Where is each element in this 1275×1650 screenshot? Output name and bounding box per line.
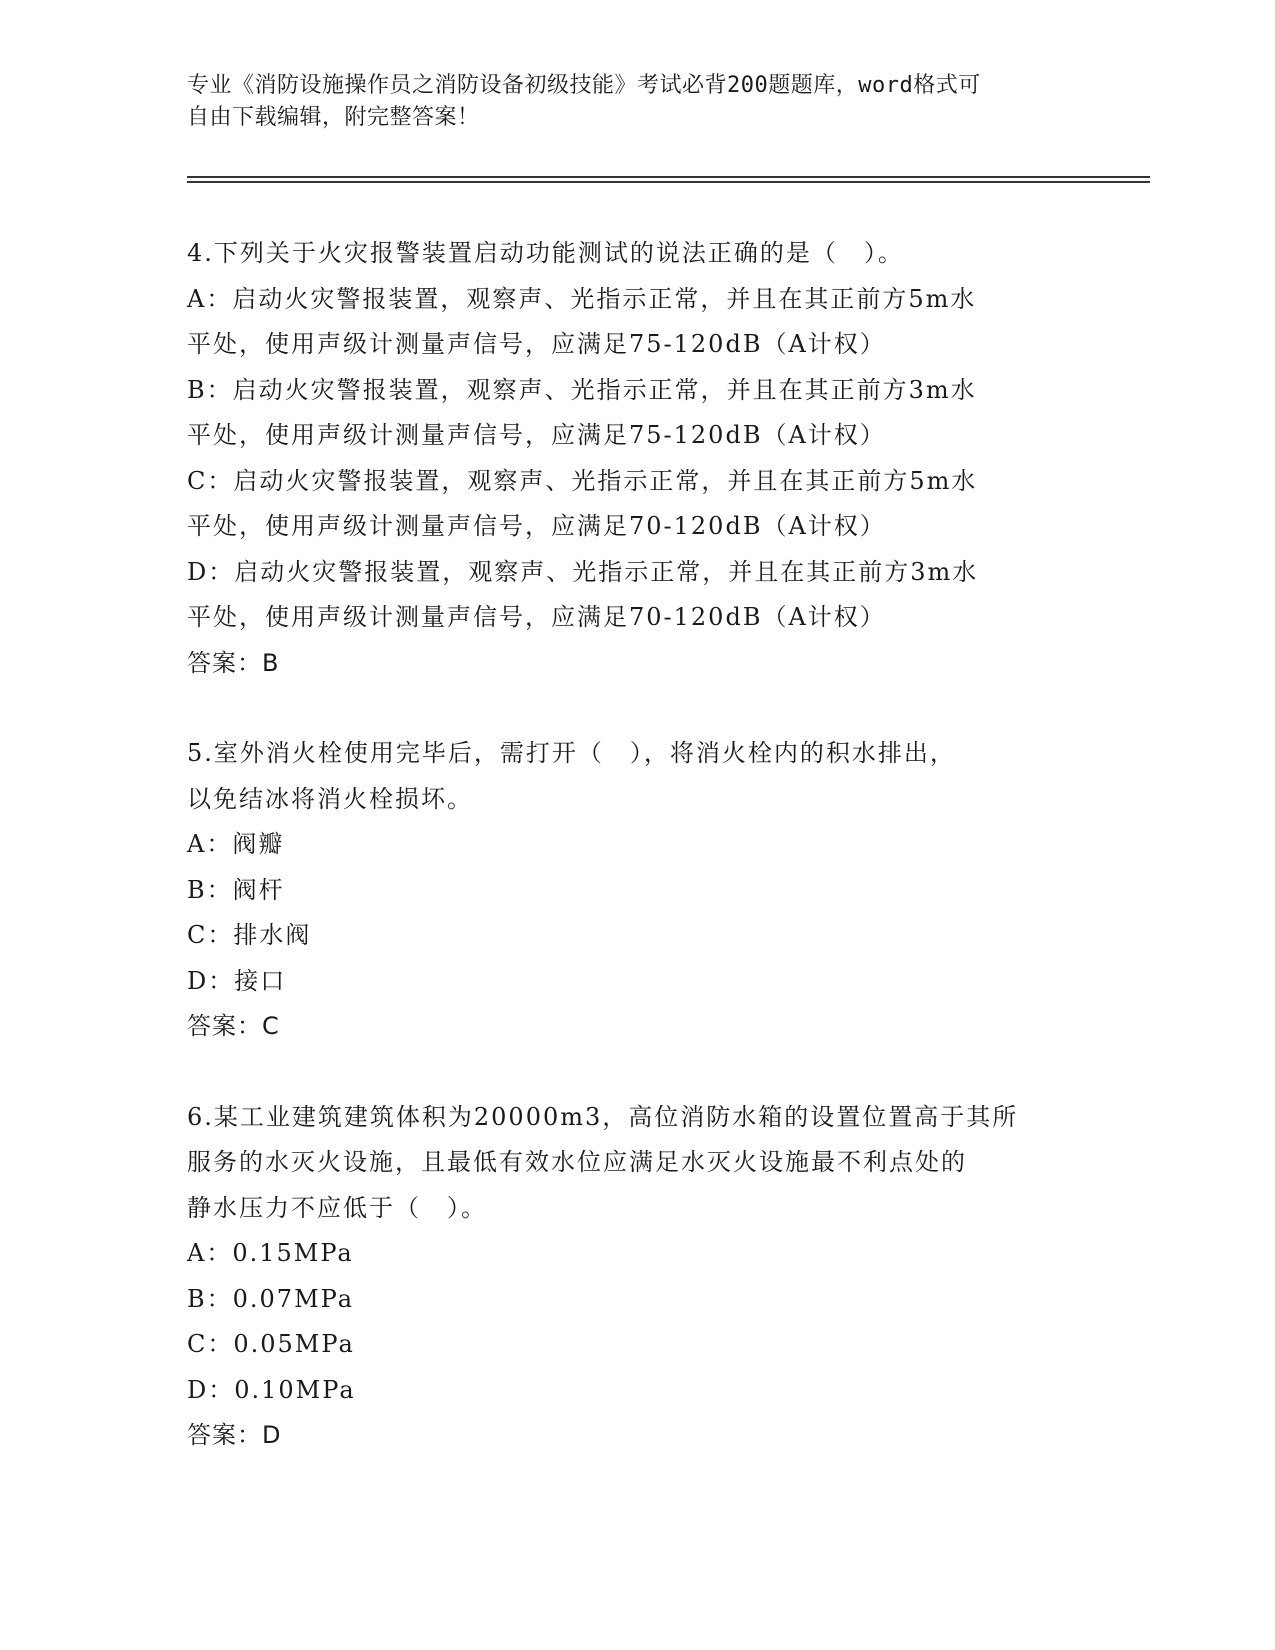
header-rule-top <box>187 176 1150 178</box>
option-c: C：0.05MPa <box>187 1330 355 1358</box>
question-stem-line-2: 服务的水灭火设施，且最低有效水位应满足水灭火设施最不利点处的 <box>187 1148 967 1176</box>
option-a-line-1: A：启动火灾警报装置，观察声、光指示正常，并且在其正前方5m水 <box>187 284 977 313</box>
option-d-line-2: 平处，使用声级计测量声信号，应满足70-120dB（A计权） <box>187 603 886 631</box>
header-rule-bottom <box>187 181 1150 183</box>
answer-label: 答案：D <box>187 1421 282 1449</box>
option-a: A：0.15MPa <box>187 1239 354 1267</box>
question-stem-line-2: 以免结冰将消火栓损坏。 <box>187 784 473 813</box>
question-stem: 4.下列关于火灾报警装置启动功能测试的说法正确的是（ ）。 <box>187 239 904 267</box>
option-a-line-2: 平处，使用声级计测量声信号，应满足75-120dB（A计权） <box>187 330 886 358</box>
question-stem-line-1: 5.室外消火栓使用完毕后，需打开（ ），将消火栓内的积水排出， <box>187 739 956 767</box>
option-b: B：0.07MPa <box>187 1284 355 1313</box>
question-stem-line-3: 静水压力不应低于（ ）。 <box>187 1193 487 1222</box>
option-b: B：阀杆 <box>187 875 285 904</box>
answer-label: 答案：C <box>187 1012 280 1040</box>
question-stem-line-1: 6.某工业建筑建筑体积为20000m3，高位消防水箱的设置位置高于其所 <box>187 1102 1019 1131</box>
question-5 <box>187 731 1087 1050</box>
option-d: D：接口 <box>187 966 287 995</box>
question-6 <box>187 1095 1087 1459</box>
question-list <box>187 231 1087 1504</box>
option-c-line-1: C：启动火灾警报装置，观察声、光指示正常，并且在其正前方5m水 <box>187 466 978 495</box>
option-d-line-1: D：启动火灾警报装置，观察声、光指示正常，并且在其正前方3m水 <box>187 557 979 586</box>
document-header <box>187 70 1087 134</box>
option-b-line-1: B：启动火灾警报装置，观察声、光指示正常，并且在其正前方3m水 <box>187 375 977 404</box>
option-b-line-2: 平处，使用声级计测量声信号，应满足75-120dB（A计权） <box>187 421 886 449</box>
option-c-line-2: 平处，使用声级计测量声信号，应满足70-120dB（A计权） <box>187 512 886 540</box>
question-4 <box>187 231 1087 686</box>
option-c: C：排水阀 <box>187 921 312 949</box>
answer-label: 答案：B <box>187 648 280 677</box>
header-title-line-1: 专业《消防设施操作员之消防设备初级技能》考试必背200题题库，word格式可 <box>187 73 981 98</box>
header-title-line-2: 自由下载编辑，附完整答案！ <box>187 105 480 130</box>
option-d: D：0.10MPa <box>187 1375 356 1404</box>
option-a: A：阀瓣 <box>187 830 285 858</box>
